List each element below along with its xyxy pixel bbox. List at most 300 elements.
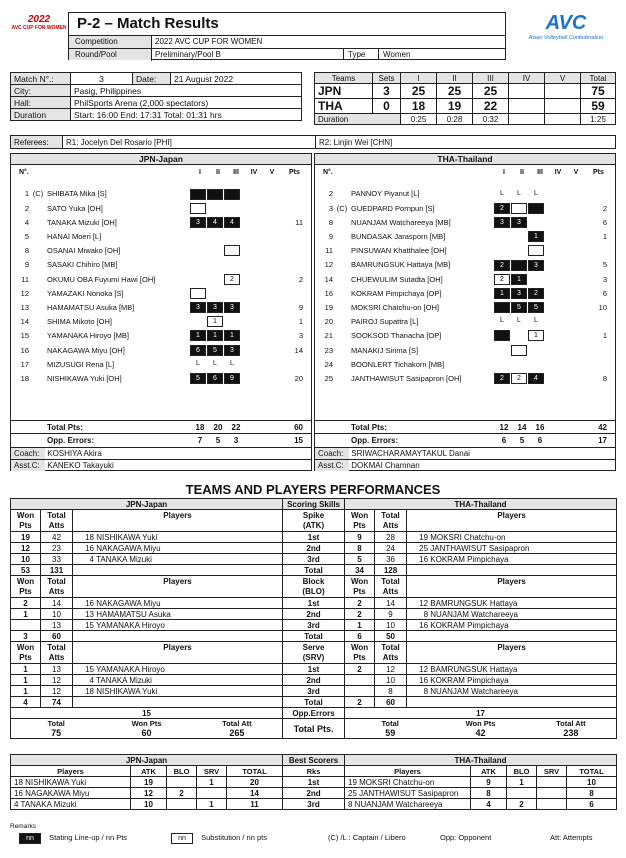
perf-skills-2-right-2-2: 8 <box>423 686 429 696</box>
perf-skills-1-right-0-3: BAMRUNGSUK Hattaya <box>430 598 518 608</box>
set-box <box>258 288 274 299</box>
score-h-s1: I <box>401 73 437 84</box>
set-box <box>258 345 274 356</box>
tha-players-13-no: 25 <box>324 373 333 383</box>
perf-skills-1-right-1-0: 2 <box>345 609 375 620</box>
perf-skills-1-left-1-2: 13 <box>85 609 94 619</box>
set-box <box>258 217 274 228</box>
tha-players-7-name: KOKRAM Pimpichaya [OP] <box>351 288 442 298</box>
tha-players-13-pts: 8 <box>602 373 607 383</box>
perf-skills-2-right-0-1: 12 <box>375 664 407 675</box>
perf-h-won: Won <box>11 642 41 653</box>
jpn-players-0-cap: (C) <box>32 189 44 199</box>
tha-players-2-pts: 6 <box>602 217 607 227</box>
tha-players-1-cap: (C) <box>336 203 348 213</box>
set-box <box>562 288 578 299</box>
perf-skills-1-left-0-0: 2 <box>11 598 41 609</box>
perf-h-atts: Atts <box>41 521 73 532</box>
tha-players-1-name: GUEDPARD Pornpun [S] <box>351 203 435 213</box>
perf-h-total2: Total <box>381 719 399 728</box>
tha-players-0-name: PANNOY Piyanut [L] <box>351 189 420 199</box>
perf-h-won: Won <box>11 576 41 587</box>
jpn-players-6-pts: 2 <box>298 274 303 284</box>
perf-h-won: Won <box>345 642 375 653</box>
set-box <box>190 316 206 327</box>
perf-rk3: 3rd <box>283 620 345 631</box>
perf-skills-1-right-1-3: NUANJAM Watchareeya <box>430 609 518 619</box>
perf-skills-2-left-2-0: 1 <box>11 686 41 697</box>
best-scorer-row <box>11 799 617 810</box>
perf-skills-0-right-2-0: 5 <box>345 554 375 565</box>
perf-skills-2-right-0-2: 12 <box>419 664 429 674</box>
jpn-players-5-cap <box>29 258 47 272</box>
set-box: 2 <box>511 373 527 384</box>
set-box <box>494 231 510 242</box>
perf-h-pts: Pts <box>345 587 375 598</box>
perf-skills-2-right-1-3: KOKRAM Pimpichaya <box>430 675 509 685</box>
perf-skills-1-right-2-3: KOKRAM Pimpichaya <box>430 620 509 630</box>
score-team1: JPN <box>315 84 373 99</box>
jpn-no-h: N°. <box>19 169 29 176</box>
best-rows-0-l-0: 18 NISHIKAWA Yuki <box>11 777 131 788</box>
perf-skills-0-left-0-0: 19 <box>11 532 41 543</box>
perf-skills-2-left-1-1: 12 <box>41 675 73 686</box>
best-rows-2-r-1: 4 <box>471 799 507 810</box>
perf-rk3: 3rd <box>283 686 345 697</box>
perf-skills-0-left-2-0: 10 <box>11 554 41 565</box>
player-row <box>315 201 615 215</box>
perf-skills-0-right-0-1: 28 <box>375 532 407 543</box>
tha-players-0-no: 2 <box>328 189 333 199</box>
remarks-cap: (C) /L : Captain / Libero <box>328 833 406 842</box>
set-box: 2 <box>494 260 510 271</box>
set-box: L <box>500 317 504 325</box>
set-box: 4 <box>207 217 223 228</box>
perf-h-pts: Pts <box>11 521 41 532</box>
player-row <box>315 272 615 286</box>
jpn-opp-1: 5 <box>215 436 221 445</box>
perf-right-team: THA-Thailand <box>345 499 617 510</box>
score-table <box>314 72 616 125</box>
perf-skills-0-right-0-2: 19 <box>419 532 429 542</box>
perf-skills-1-left-total-0: 3 <box>11 631 41 642</box>
perf-skills-2-left-1-2: 4 <box>89 675 94 685</box>
score-total1: 75 <box>581 84 616 99</box>
jpn-set-h-4: V <box>269 169 275 176</box>
perf-title: TEAMS AND PLAYERS PERFORMANCES <box>185 482 441 497</box>
score-sets1: 3 <box>373 84 401 99</box>
jpn-players-4-name: OSANAI Miwako [OH] <box>47 246 121 256</box>
skill-row <box>11 675 617 686</box>
referees-r1: R1: Jocelyn Del Rosario [PHI] <box>63 136 316 149</box>
score-t2s1: 18 <box>401 99 437 114</box>
best-scorer-row <box>11 777 617 788</box>
perf-skills-1-right-total-0: 6 <box>345 631 375 642</box>
score-h-total: Total <box>581 73 616 84</box>
perf-left-tot-1: 60 <box>141 728 152 738</box>
best-rows-2-l-0: 4 TANAKA Mizuki <box>11 799 131 810</box>
perf-skills-2-left-0-2: 15 <box>85 664 94 674</box>
perf-skills-1-left-0-2: 16 <box>85 598 94 608</box>
perf-skills-2-right-2-0 <box>345 686 375 697</box>
set-box: L <box>534 317 538 325</box>
best-rows-2-r-2: 2 <box>507 799 537 810</box>
set-box <box>545 330 561 341</box>
match-no: 3 <box>71 73 133 85</box>
set-box: 6 <box>207 373 223 384</box>
set-box <box>224 260 240 271</box>
tha-players-0-cap <box>333 187 351 201</box>
set-box <box>258 231 274 242</box>
best-rows-0-l-1: 19 <box>131 777 167 788</box>
set-box <box>545 217 561 228</box>
jpn-players-3-pts <box>285 230 311 244</box>
best-rows-0-l-4: 20 <box>227 777 283 788</box>
set-box: 5 <box>511 302 527 313</box>
best-rows-2-l-2 <box>167 799 197 810</box>
set-box: 6 <box>190 345 206 356</box>
player-row <box>11 329 311 343</box>
perf-skills-0-right-2-3: KOKRAM Pimpichaya <box>430 554 509 564</box>
jpn-players-5-no: 9 <box>24 260 29 270</box>
tha-set-h-1: II <box>520 169 524 176</box>
referees <box>10 135 616 149</box>
best-rows-1-l-3 <box>197 788 227 799</box>
tha-players-8-pts: 10 <box>598 302 607 312</box>
set-box <box>258 245 274 256</box>
set-box: L <box>534 189 538 197</box>
perf-h-won: Won <box>11 510 41 521</box>
tha-totals-2: 16 <box>535 423 545 432</box>
set-box <box>545 302 561 313</box>
perf-rk-total: Total <box>283 697 345 708</box>
set-box: 3 <box>528 260 544 271</box>
set-box <box>241 330 257 341</box>
tha-players-0-pts <box>589 187 615 201</box>
tha-opp-total: 17 <box>598 436 607 445</box>
perf-skills-1-abbr: (BLO) <box>283 587 345 598</box>
perf-h-pts: Pts <box>11 653 41 664</box>
score-d2: 0:28 <box>437 114 473 125</box>
tha-players-3-cap <box>333 230 351 244</box>
player-row <box>315 315 615 329</box>
set-box: 1 <box>511 274 527 285</box>
score-dtotal: 1:25 <box>581 114 616 125</box>
jpn-players-7-cap <box>29 286 47 300</box>
perf-skills-0-right-1-1: 24 <box>375 543 407 554</box>
avc-logo <box>512 12 620 52</box>
player-row <box>11 201 311 215</box>
perf-skills-0-left-0-2: 18 <box>85 532 94 542</box>
jpn-players-9-no: 14 <box>20 317 29 327</box>
jpn-players-6-name: OKUMU OBA Fuyumi Hawi [OH] <box>47 274 156 284</box>
perf-skills-1-left-2-1: 13 <box>41 620 73 631</box>
match-no-label: Match N°.: <box>11 73 71 85</box>
score-t1s3: 25 <box>473 84 509 99</box>
perf-h-won: Won <box>345 510 375 521</box>
perf-tp-label: Total Pts. <box>283 719 345 739</box>
best-h-atk: ATK <box>131 766 167 777</box>
tha-opp-2: 6 <box>537 436 543 445</box>
best-h-players: Players <box>11 766 131 777</box>
perf-skills-2-right-total-0: 2 <box>345 697 375 708</box>
perf-skills-0-left-1-1: 23 <box>41 543 73 554</box>
best-rows-2-r-0: 8 NUANJAM Watchareeya <box>345 799 471 810</box>
perf-skills-0-left-0-1: 42 <box>41 532 73 543</box>
tha-players-2-cap <box>333 215 351 229</box>
tha-opp-0: 6 <box>501 436 507 445</box>
jpn-opp-label: Opp. Errors: <box>47 436 95 445</box>
perf-mid-h: Scoring Skills <box>283 499 345 510</box>
set-box <box>562 217 578 228</box>
best-h-atk: ATK <box>471 766 507 777</box>
perf-skills-0-abbr: (ATK) <box>283 521 345 532</box>
match-city: Pasig, Philippines <box>71 85 302 97</box>
player-row <box>11 301 311 315</box>
perf-skills-0-right-2-1: 36 <box>375 554 407 565</box>
set-box <box>494 345 510 356</box>
perf-opp-right: 17 <box>345 708 617 719</box>
perf-skills-2-left-2-2: 18 <box>85 686 94 696</box>
perf-skills-0-right-0-3: MOKSRI Chatchu-on <box>430 532 506 542</box>
perf-skills-1-right-0-1: 14 <box>375 598 407 609</box>
tha-total-pts: 42 <box>598 423 607 432</box>
perf-skills-1-right-2-0: 1 <box>345 620 375 631</box>
perf-rk2: 2nd <box>283 675 345 686</box>
player-row <box>11 286 311 300</box>
jpn-asst-label: Asst.C: <box>11 460 45 471</box>
best-rows-2-l-4: 11 <box>227 799 283 810</box>
set-box <box>545 274 561 285</box>
best-h-srv: SRV <box>197 766 227 777</box>
tha-players-12-cap <box>333 357 351 371</box>
set-box <box>545 203 561 214</box>
set-box <box>190 245 206 256</box>
set-box <box>207 288 223 299</box>
player-row <box>315 215 615 229</box>
tha-totals-0: 12 <box>499 423 509 432</box>
jpn-total-label: Total Pts: <box>47 423 83 432</box>
set-box <box>528 274 544 285</box>
jpn-players-2-name: TANAKA Mizuki [OH] <box>47 217 117 227</box>
score-dur-label: Duration <box>315 114 401 125</box>
set-box <box>494 330 510 341</box>
match-hall-label: Hall: <box>11 97 71 109</box>
set-box <box>241 189 257 200</box>
tha-asst-label: Asst.C: <box>315 460 349 471</box>
perf-skills-2-abbr: (SRV) <box>283 653 345 664</box>
score-h-teams: Teams <box>315 73 373 84</box>
set-box: 2 <box>494 373 510 384</box>
skill-row <box>11 532 617 543</box>
jpn-players-3-name: HANAI Moeri [L] <box>47 232 102 242</box>
perf-skills-0-right-0-0: 9 <box>345 532 375 543</box>
jpn-players-5-pts <box>285 258 311 272</box>
set-box <box>528 359 544 370</box>
tha-players-4-cap <box>333 244 351 258</box>
set-box <box>241 316 257 327</box>
set-box: 3 <box>494 217 510 228</box>
perf-skills-2-right-total-1: 60 <box>375 697 407 708</box>
set-box <box>562 330 578 341</box>
tha-players-1-pts: 2 <box>602 203 607 213</box>
jpn-players-11-cap <box>29 343 47 357</box>
set-box <box>224 203 240 214</box>
set-box: 1 <box>528 330 544 341</box>
score-d3: 0:32 <box>473 114 509 125</box>
perf-skills-0-right-1-3: JANTHAWISUT Sasipapron <box>430 543 530 553</box>
set-box <box>190 288 206 299</box>
perf-skills-0-left-1-0: 12 <box>11 543 41 554</box>
perf-h-atts: Atts <box>375 587 407 598</box>
skill-row <box>11 620 617 631</box>
jpn-players-9-pts: 1 <box>298 317 303 327</box>
set-box: 1 <box>207 330 223 341</box>
player-row <box>11 187 311 201</box>
set-box: 3 <box>224 302 240 313</box>
perf-skills-0-right-1-0: 8 <box>345 543 375 554</box>
jpn-players-8-pts: 9 <box>298 302 303 312</box>
perf-skills-0-right-total-1: 128 <box>375 565 407 576</box>
jpn-players-11-name: NAKAGAWA Miyu [OH] <box>47 345 125 355</box>
score-d1: 0:25 <box>401 114 437 125</box>
match-date: 21 August 2022 <box>171 73 302 85</box>
set-box <box>258 359 274 370</box>
jpn-set-h-0: I <box>199 169 201 176</box>
tha-opp-1: 5 <box>519 436 525 445</box>
set-box: L <box>196 359 200 367</box>
remarks-label: Remarks <box>10 823 37 830</box>
skill-row <box>11 598 617 609</box>
perf-skills-1-left-0-3: NAKAGAWA Miyu <box>96 598 161 608</box>
perf-h-players: Players <box>73 576 283 587</box>
perf-h-players: Players <box>407 510 617 521</box>
set-box: 2 <box>494 274 510 285</box>
referees-r2: R2: Linjin Wei [CHN] <box>316 136 616 149</box>
set-box <box>494 359 510 370</box>
set-box <box>528 345 544 356</box>
set-box <box>545 260 561 271</box>
team-name: JPN-Japan <box>11 154 311 165</box>
tha-players-5-cap <box>333 258 351 272</box>
set-box <box>241 288 257 299</box>
set-box <box>258 302 274 313</box>
set-box: 9 <box>224 373 240 384</box>
best-left-team: JPN-Japan <box>11 755 283 766</box>
tha-coach: SRIWACHARAMAYTAKUL Danai <box>351 449 470 458</box>
set-box <box>562 203 578 214</box>
skill-row <box>11 686 617 697</box>
header-competition-label: Competition <box>69 36 151 48</box>
perf-h-total: Total <box>41 510 73 521</box>
set-box <box>494 245 510 256</box>
perf-h-atts: Atts <box>41 587 73 598</box>
player-row <box>315 286 615 300</box>
round: Preliminary/Pool B <box>155 50 221 59</box>
tha-totals-1: 14 <box>517 423 527 432</box>
perf-h-players: Players <box>407 642 617 653</box>
perf-skills-0-left-2-2: 4 <box>89 554 94 564</box>
perf-skills-2-right-0-3: BAMRUNGSUK Hattaya <box>430 664 518 674</box>
perf-h-pts: Pts <box>345 521 375 532</box>
best-h-total: TOTAL <box>567 766 617 777</box>
best-rows-1-r-4: 8 <box>567 788 617 799</box>
perf-skills-0-left-2-1: 33 <box>41 554 73 565</box>
set-box: 4 <box>224 217 240 228</box>
jpn-players-2-no: 4 <box>24 217 29 227</box>
set-box: L <box>500 189 504 197</box>
perf-skills-1-name: Block <box>283 576 345 587</box>
score-h-s2: II <box>437 73 473 84</box>
set-box <box>190 231 206 242</box>
best-rows-0-l-3: 1 <box>197 777 227 788</box>
player-row <box>11 244 311 258</box>
jpn-set-h-2: III <box>233 169 239 176</box>
header-right-logo: Asian Volleyball Confederation <box>528 35 604 41</box>
jpn-players-12-no: 17 <box>20 359 29 369</box>
set-box <box>545 345 561 356</box>
set-box <box>562 373 578 384</box>
jpn-players-2-pts: 11 <box>295 217 303 227</box>
player-row <box>315 230 615 244</box>
player-row <box>315 371 615 385</box>
jpn-totals-2: 22 <box>231 423 241 432</box>
set-box <box>545 231 561 242</box>
set-box <box>190 189 206 200</box>
set-box <box>528 245 544 256</box>
set-box <box>545 189 561 200</box>
set-box <box>258 189 274 200</box>
perf-h-total: Total <box>375 642 407 653</box>
set-box: L <box>517 317 521 325</box>
perf-skills-2-left-0-0: 1 <box>11 664 41 675</box>
perf-opp-left: 15 <box>11 708 283 719</box>
score-h-sets: Sets <box>373 73 401 84</box>
perf-skills-2-left-1-0: 1 <box>11 675 41 686</box>
score-h-s4: IV <box>509 73 545 84</box>
jpn-players-0-name: SHIBATA Mika [S] <box>47 189 107 199</box>
header-type: Women <box>383 50 411 59</box>
jpn-players-11-pts: 14 <box>294 345 303 355</box>
best-rows-1-rk: 2nd <box>283 788 345 799</box>
perf-skills-2-right-2-1: 8 <box>375 686 407 697</box>
perf-left-tot-0: 75 <box>51 728 62 738</box>
player-row <box>315 187 615 201</box>
set-box <box>545 245 561 256</box>
match-date-label: Date: <box>133 73 171 85</box>
set-box: nn <box>171 833 193 844</box>
tha-players-8-cap <box>333 301 351 315</box>
set-box <box>190 203 206 214</box>
set-box <box>494 302 510 313</box>
best-scorers <box>10 754 616 814</box>
set-box: 1 <box>528 231 544 242</box>
set-box <box>528 203 544 214</box>
score-team2: THA <box>315 99 373 114</box>
tha-total-label: Total Pts: <box>351 423 387 432</box>
tha-players-4-pts <box>589 244 615 258</box>
set-box <box>241 203 257 214</box>
set-box: 3 <box>207 302 223 313</box>
jpn-set-h-3: IV <box>250 169 258 176</box>
best-h-total: TOTAL <box>227 766 283 777</box>
set-box <box>511 330 527 341</box>
jpn-players-4-cap <box>29 244 47 258</box>
set-box: L <box>213 359 217 367</box>
match-info <box>10 72 302 121</box>
remarks-sub: Substitution / nn pts <box>201 833 267 843</box>
tha-players-4-no: 11 <box>325 246 333 256</box>
